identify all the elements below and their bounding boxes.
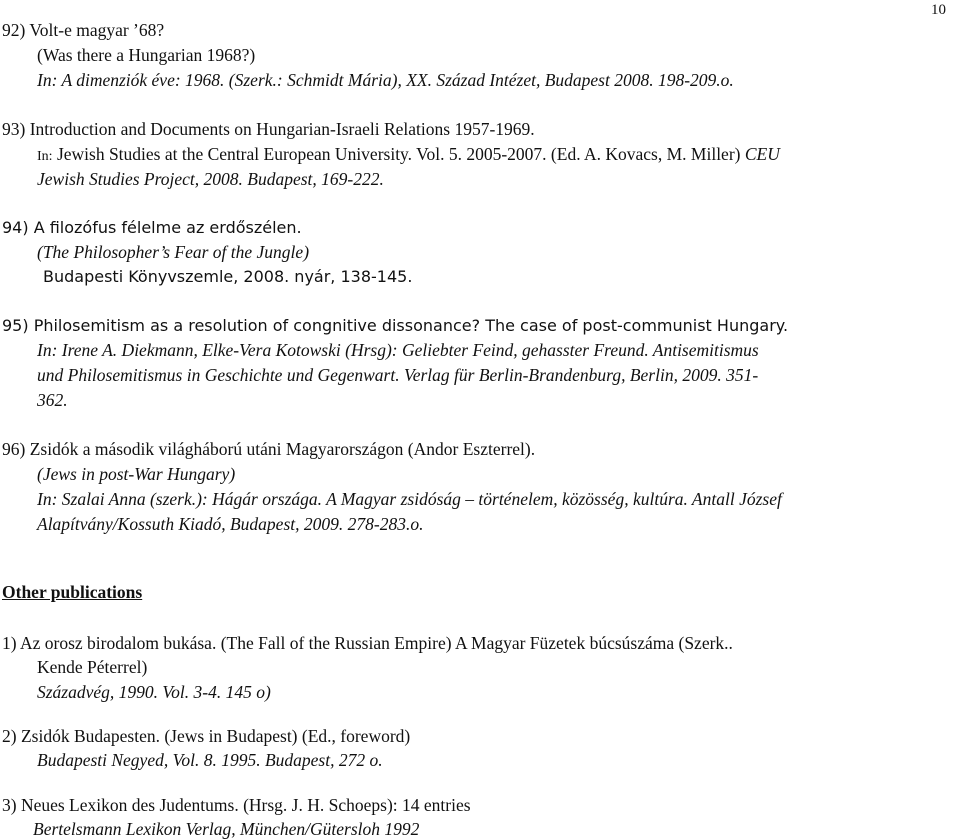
entry-96-translation: (Jews in post-War Hungary) <box>37 464 236 484</box>
entry-95-source: In: Irene A. Diekmann, Elke-Vera Kotowski (Hrsg): Geliebter Feind, gehasster Freund. Antisemitismus <box>37 340 759 360</box>
entry-95-source-end: 362. <box>37 390 68 410</box>
other-2-source: Budapesti Negyed, Vol. 8. 1995. Budapest, 272 o. <box>37 750 383 770</box>
entry-96-title: 96) Zsidók a második világháború utáni Magyarországon (Andor Eszterrel). <box>2 439 536 459</box>
entry-94-translation: (The Philosopher’s Fear of the Jungle) <box>37 242 310 262</box>
entry-93-in-label: In: <box>37 149 53 164</box>
entry-94-title: 94) A filozófus félelme az erdőszélen. <box>2 218 302 237</box>
entry-93-source-text: Jewish Studies at the Central European University. Vol. 5. 2005-2007. (Ed. A. Kovacs, M. Miller) <box>56 144 741 164</box>
entry-95-source-cont: und Philosemitismus in Geschichte und Gegenwart. Verlag für Berlin-Brandenburg, Berlin, 2009. 351- <box>37 365 759 385</box>
entry-96-source: In: Szalai Anna (szerk.): Hágár országa. A Magyar zsidóság – történelem, közösség, kultúra. Antall József <box>37 489 782 509</box>
entry-92-translation: (Was there a Hungarian 1968?) <box>37 45 256 65</box>
other-2-title: 2) Zsidók Budapesten. (Jews in Budapest) (Ed., foreword) <box>2 726 411 746</box>
other-1-source: Századvég, 1990. Vol. 3-4. 145 o) <box>37 682 271 702</box>
page-number: 10 <box>931 2 946 18</box>
other-1-title: 1) Az orosz birodalom bukása. (The Fall of the Russian Empire) A Magyar Füzetek búcsúszáma (Szerk.. <box>2 633 733 653</box>
entry-92-title: 92) Volt-e magyar ’68? <box>2 20 165 40</box>
entry-93-source <box>37 143 780 168</box>
entry-96-source-cont: Alapítvány/Kossuth Kiadó, Budapest, 2009. 278-283.o. <box>37 514 424 534</box>
entry-93-source-cont: Jewish Studies Project, 2008. Budapest, 169-222. <box>37 169 384 189</box>
other-3-title: 3) Neues Lexikon des Judentums. (Hrsg. J. H. Schoeps): 14 entries <box>2 795 471 815</box>
other-publications-heading: Other publications <box>2 582 143 602</box>
entry-92-source: In: A dimenziók éve: 1968. (Szerk.: Schmidt Mária), XX. Század Intézet, Budapest 2008. 198-209.o. <box>37 70 734 90</box>
other-3-source: Bertelsmann Lexikon Verlag, München/Gütersloh 1992 <box>33 819 420 839</box>
entry-94-source: Budapesti Könyvszemle, 2008. nyár, 138-145. <box>43 267 413 286</box>
other-1-title-cont: Kende Péterrel) <box>37 657 148 677</box>
entry-93-title: 93) Introduction and Documents on Hungarian-Israeli Relations 1957-1969. <box>2 119 535 139</box>
entry-95-title: 95) Philosemitism as a resolution of congnitive dissonance? The case of post-communist Hungary. <box>2 316 789 335</box>
entry-93-source-tail: CEU <box>744 144 780 164</box>
